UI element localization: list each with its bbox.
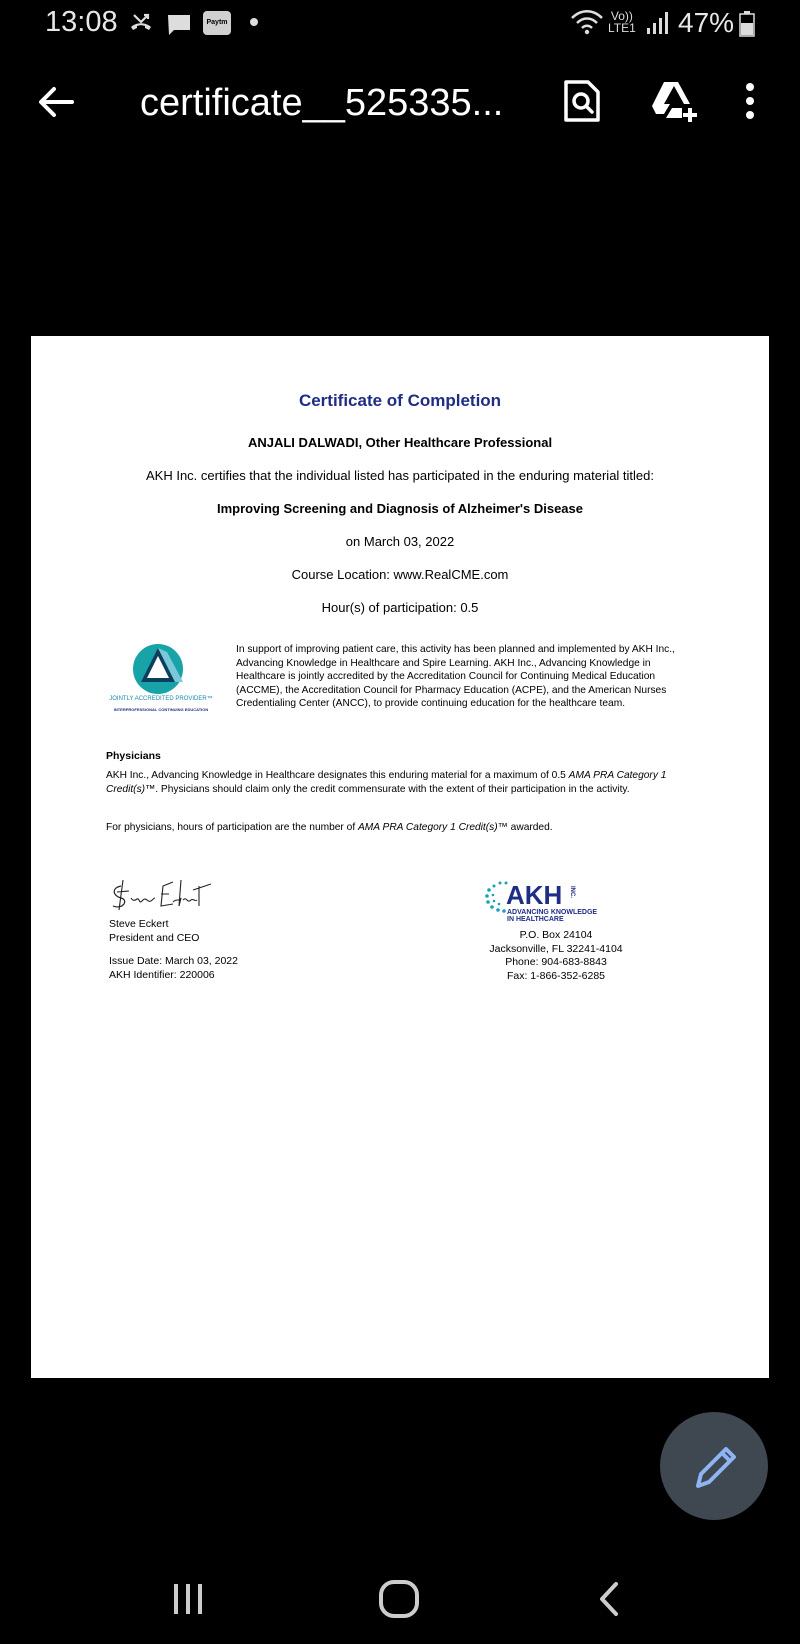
battery-icon: [738, 10, 756, 38]
battery-percentage: 47%: [678, 7, 735, 38]
status-bar: [0, 0, 800, 50]
certificate-page[interactable]: [31, 336, 769, 1378]
akh-logo: [483, 876, 623, 924]
signer-block: [109, 918, 238, 982]
signature-image: [107, 876, 217, 916]
interprofessional-label: INTERPROFESSIONAL CONTINUING EDUCATION: [113, 707, 209, 712]
hours-text-a: For physicians, hours of participation are the number of: [106, 822, 358, 833]
search-in-document-icon[interactable]: [560, 78, 604, 124]
edit-button[interactable]: [660, 1412, 768, 1520]
course-title: Improving Screening and Diagnosis of Alzheimer's Disease: [217, 501, 583, 516]
credit-name: AMA PRA Category 1 Credit(s): [358, 822, 498, 833]
jointly-accredited-label: JOINTLY ACCREDITED PROVIDER™: [109, 696, 213, 702]
completion-date: on March 03, 2022: [345, 534, 455, 549]
recipient-name: ANJALI DALWADI, Other Healthcare Professional: [247, 435, 553, 450]
add-to-drive-icon[interactable]: [648, 78, 700, 124]
issue-date: Issue Date: March 03, 2022: [109, 955, 238, 968]
physicians-text-a: AKH Inc., Advancing Knowledge in Healthcare designates this enduring material for a maximum of 0.5: [106, 770, 569, 781]
akh-identifier: AKH Identifier: 220006: [109, 968, 215, 981]
message-icon: [166, 12, 192, 38]
akh-inc: INC.: [569, 886, 575, 898]
lte-label: LTE1: [608, 21, 636, 35]
participation-hours: Hour(s) of participation: 0.5: [321, 600, 479, 615]
hours-text-b: ™ awarded.: [497, 822, 553, 833]
clock: 13:08: [45, 6, 118, 38]
signer-name: Steve Eckert: [109, 918, 169, 930]
akh-tagline-2: IN HEALTHCARE: [507, 916, 564, 923]
accreditation-statement: In support of improving patient care, this activity has been planned and implemented by AKH Inc., Advancing Knowledge in Healthcare and Spire Learning. AKH Inc., Advancing Knowledge in Healthcare is jointly accredited by the Accreditation Council for Continuing Medical Education (ACCME), the Accreditation Council for Pharmacy Education (ACPE), and the American Nurses Credentialing Center (ANCC), to provide continuing education for the healthcare team.: [236, 644, 675, 710]
city-address: Jacksonville, FL 32241-4104: [489, 942, 623, 955]
fax-number: Fax: 1-866-352-6285: [506, 969, 606, 982]
document-title: certificate__525335...: [140, 82, 504, 124]
back-arrow-icon[interactable]: [34, 80, 78, 124]
po-box: P.O. Box 24104: [519, 929, 593, 941]
akh-contact-block: [461, 929, 651, 983]
volte-indicator: [608, 10, 636, 34]
certifies-statement: AKH Inc. certifies that the individual listed has participated in the enduring material titled:: [146, 468, 654, 483]
akh-wordmark: AKH: [506, 880, 563, 910]
notification-dot: [250, 18, 258, 26]
physicians-heading: Physicians: [106, 750, 161, 762]
pencil-icon: [660, 1412, 768, 1520]
back-nav-icon[interactable]: [592, 1576, 626, 1622]
physicians-statement: [106, 769, 696, 796]
akh-tagline-1: ADVANCING KNOWLEDGE: [507, 909, 598, 916]
more-options-icon[interactable]: [740, 78, 760, 124]
credit-name: AMA PRA Category 1 Credit(s): [106, 770, 667, 795]
volte-label: Vo)): [610, 9, 633, 23]
wifi-icon: [570, 9, 604, 35]
physicians-text-b: ™. Physicians should claim only the credit commensurate with the extent of their participation in the activity.: [145, 783, 630, 795]
missed-call-icon: [128, 11, 154, 37]
physicians-hours-statement: [106, 822, 696, 833]
paytm-icon: Paytm: [203, 11, 231, 35]
recent-apps-icon[interactable]: [168, 1576, 208, 1622]
home-icon[interactable]: [376, 1576, 422, 1622]
spacer: [109, 945, 238, 955]
phone-number: Phone: 904-683-8843: [505, 956, 607, 969]
course-location: Course Location: www.RealCME.com: [291, 567, 509, 582]
signal-icon: [645, 10, 671, 36]
signer-title: President and CEO: [109, 931, 200, 944]
certificate-heading: Certificate of Completion: [298, 391, 502, 410]
